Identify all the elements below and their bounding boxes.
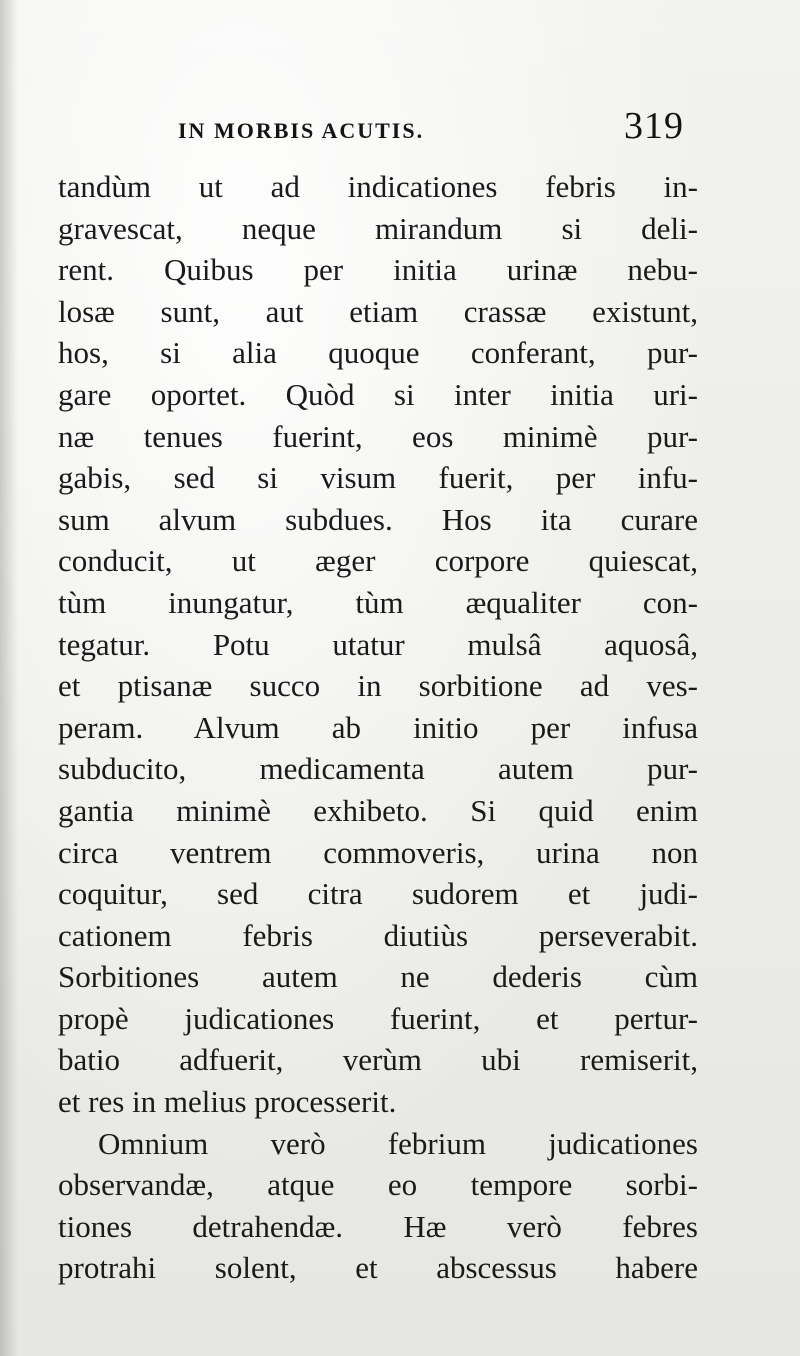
text-line: batio adfuerit, verùm ubi remiserit, [58,1042,698,1078]
text-line: tùm inungatur, tùm æqualiter con- [58,584,698,620]
text-line: cationem febris diutiùs perseverabit. [58,917,698,953]
paragraph-end-line: et res in melius processerit. [58,1084,397,1120]
text-line: hos, si alia quoque conferant, pur- [58,335,698,371]
text-line: propè judicationes fuerint, et pertur- [58,1000,698,1036]
text-line: peram. Alvum ab initio per infusa [58,709,698,745]
text-line: sum alvum subdues. Hos ita curare [58,501,698,537]
text-line: protrahi solent, et abscessus habere [58,1250,698,1286]
text-line: gare oportet. Quòd si inter initia uri- [58,376,698,412]
paragraph-start-line: Omnium verò febrium judicationes [98,1125,698,1161]
text-line: næ tenues fuerint, eos minimè pur- [58,418,698,454]
text-line: tandùm ut ad indicationes febris in- [58,169,698,204]
text-line: observandæ, atque eo tempore sorbi- [58,1167,698,1203]
text-line: losæ sunt, aut etiam crassæ existunt, [58,293,698,329]
running-head: IN MORBIS ACUTIS. [178,118,425,143]
text-line: et ptisanæ succo in sorbitione ad ves- [58,668,698,704]
body-text [58,166,698,1289]
text-line: subducito, medicamenta autem pur- [58,751,698,787]
text-line: gabis, sed si visum fuerit, per infu- [58,460,698,496]
text-line: gantia minimè exhibeto. Si quid enim [58,792,698,828]
page-number: 319 [624,105,684,147]
page-header [178,104,698,156]
text-line: circa ventrem commoveris, urina non [58,834,698,870]
text-line: tiones detrahendæ. Hæ verò febres [58,1208,698,1244]
text-line: conducit, ut æger corpore quiescat, [58,543,698,579]
text-line: Sorbitiones autem ne dederis cùm [58,959,698,995]
text-line: coquitur, sed citra sudorem et judi- [58,876,698,912]
page-gutter-shadow [0,0,18,1356]
text-line: tegatur. Potu utatur mulsâ aquosâ, [58,626,698,662]
text-line: rent. Quibus per initia urinæ nebu- [58,252,698,288]
text-line: gravescat, neque mirandum si deli- [58,210,698,246]
